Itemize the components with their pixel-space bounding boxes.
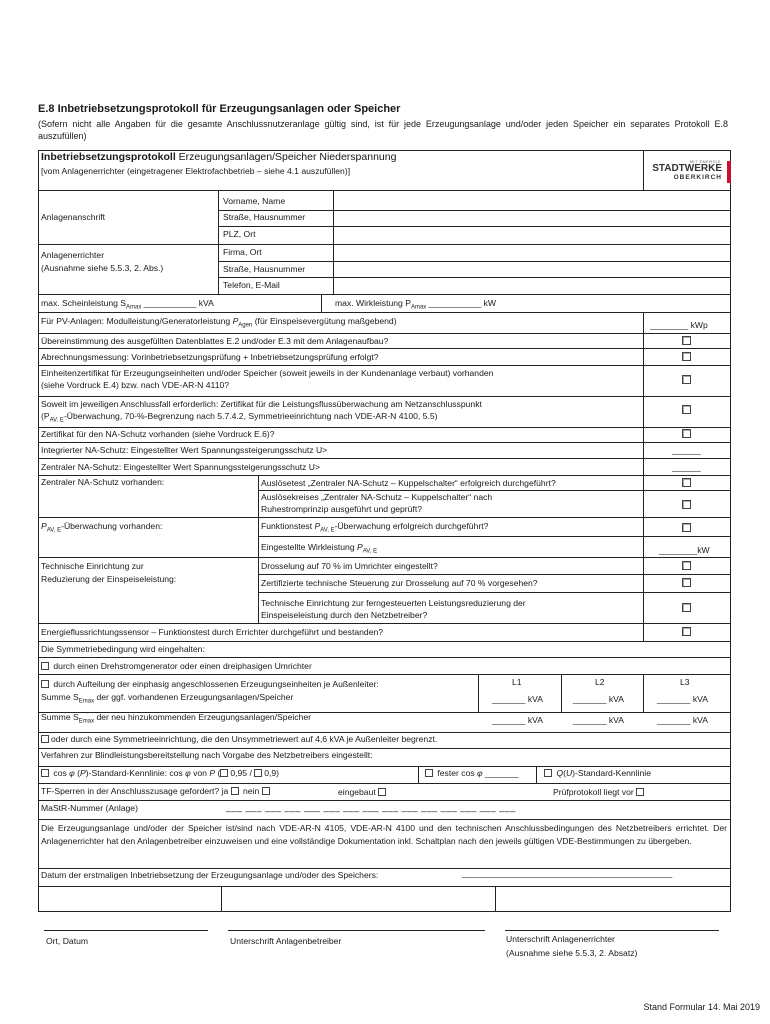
ort-datum-field[interactable] — [44, 890, 208, 930]
summe-vorhanden-l3[interactable]: _______ kVA — [657, 694, 708, 704]
field-name-label: Vorname, Name — [223, 196, 286, 206]
symmetrie-opt2-checkbox[interactable] — [41, 680, 49, 688]
summe-neu-l1[interactable]: _______ kVA — [492, 715, 543, 725]
field-telefon-label: Telefon, E-Mail — [223, 280, 280, 290]
input-strasse[interactable] — [334, 211, 730, 226]
phase-l3: L3 — [680, 677, 690, 687]
ausloesetest-checkbox[interactable] — [682, 478, 691, 487]
mastr-label: MaStR-Nummer (Anlage) — [41, 803, 138, 813]
fernsteuerung-label: Technische Einrichtung zur ferngesteuerten Leistungsreduzierung der — [261, 598, 526, 608]
summe-neu-l3[interactable]: _______ kVA — [657, 715, 708, 725]
field-firma-label: Firma, Ort — [223, 247, 262, 257]
cos-phi-p-checkbox[interactable] — [41, 769, 49, 777]
cos-phi-p-option[interactable]: cos φ (P)-Standard-Kennlinie: cos φ von P ( 0,95 / 0,9) — [41, 768, 279, 779]
check-abrechnung-label: Abrechnungsmessung: Vorinbetriebsetzungsprüfung + Inbetriebsetzungsprüfung erfolgt? — [41, 352, 379, 362]
check-datenblatt-checkbox[interactable] — [682, 336, 691, 345]
ausloesekreis-label: Auslösekreises „Zentraler NA-Schutz – Kuppelschalter“ nach — [261, 492, 493, 502]
unterschrift-betreiber-label: Unterschrift Anlagenbetreiber — [230, 936, 342, 946]
drosselung-umrichter-label: Drosselung auf 70 % im Umrichter eingestellt? — [261, 561, 438, 571]
input-strasse2[interactable] — [334, 262, 730, 277]
pruefprotokoll-checkbox[interactable] — [636, 788, 644, 796]
check-einheitenzertifikat-label: Einheitenzertifikat für Erzeugungseinheiten und/oder Speicher (soweit jeweils in der Kundenanlage verbaut) vorhanden — [41, 368, 494, 378]
form-heading-subline: [vom Anlagenerrichter (eingetragener Elektrofachbetrieb – siehe 4.1 auszufüllen)] — [41, 166, 351, 176]
unterschrift-betreiber-field[interactable] — [228, 890, 485, 930]
check-na-schutz-label: Zertifikat für den NA-Schutz vorhanden (siehe Vordruck E.6)? — [41, 429, 275, 439]
fester-cos-option[interactable]: fester cos φ _______ — [425, 768, 519, 779]
summe-vorhanden-l2[interactable]: _______ kVA — [573, 694, 624, 704]
check-leistungsfluss-checkbox[interactable] — [682, 405, 691, 414]
unterschrift-errichter-label: Unterschrift Anlagenerrichter — [506, 934, 615, 944]
unterschrift-errichter-field[interactable] — [505, 890, 719, 930]
check-datenblatt-label: Übereinstimmung des ausgefüllten Datenblattes E.2 und/oder E.3 mit dem Anlagenaufbau? — [41, 336, 389, 346]
input-telefon[interactable] — [334, 278, 730, 294]
phase-l1: L1 — [512, 677, 522, 687]
ausloesekreis-label2: Ruhestromprinzip ausgeführt und geprüft? — [261, 504, 422, 514]
fernsteuerung-label2: Einspeiseleistung durch den Netzbetreiber? — [261, 610, 428, 620]
check-einheitenzertifikat-label2: (siehe Vordruck E.4) bzw. nach VDE-AR-N 4110? — [41, 380, 230, 390]
mastr-input[interactable]: ___ ___ ___ ___ ___ ___ ___ ___ ___ ___ ___ ___ ___ ___ ___ — [226, 802, 516, 812]
input-firma[interactable] — [334, 245, 730, 261]
check-na-schutz-checkbox[interactable] — [682, 429, 691, 438]
pv-value[interactable]: ________ kWp — [650, 320, 708, 330]
cos-095-checkbox[interactable] — [220, 769, 228, 777]
pv-label: Für PV-Anlagen: Modulleistung/Generatorleistung $P_{Agen}$ (für Einspeisevergütung maßgebend) — [41, 316, 397, 329]
scheinleistung-label: max. Scheinleistung $S_{Amax}$ ___________ kVA — [41, 298, 214, 311]
cos-09-checkbox[interactable] — [254, 769, 262, 777]
errichtung-statement: Die Erzeugungsanlage und/oder der Speicher ist/sind nach VDE-AR-N 4105, VDE-AR-N 4100 und den technischen Anschlussbedingungen des Netzbetreibers errichtet. Der Anlagenerrichter hat den Anlagenbetreiber einzuweisen und eine vollständige Dokumentation inkl. Schaltplan nach den jeweils gültigen VDE-Bestimmungen zu übergeben. — [41, 823, 727, 846]
ort-datum-label: Ort, Datum — [46, 936, 89, 946]
summe-vorhanden-label: Summe $S_{Emax}$ der ggf. vorhandenen Erzeugungsanlagen/Speicher — [41, 692, 294, 705]
qu-kennlinie-option[interactable]: Q(U)-Standard-Kennlinie — [544, 768, 651, 779]
drosselung-umrichter-checkbox[interactable] — [682, 561, 691, 570]
document-title: E.8 Inbetriebsetzungsprotokoll für Erzeugungsanlagen oder Speicher — [38, 103, 401, 115]
check-abrechnung-checkbox[interactable] — [682, 352, 691, 361]
technische-einrichtung-label: Technische Einrichtung zur — [41, 561, 144, 571]
symmetrie-opt1-checkbox[interactable] — [41, 662, 49, 670]
anlagenerrichter-label: Anlagenerrichter — [41, 250, 105, 260]
energiefluss-checkbox[interactable] — [682, 627, 691, 636]
energiefluss-label: Energieflussrichtungssensor – Funktionstest durch Errichter durchgeführt und bestanden? — [41, 627, 384, 637]
input-plz[interactable] — [334, 227, 730, 243]
anlagenanschrift-label: Anlagenanschrift — [41, 212, 106, 222]
summe-neu-label: Summe $S_{Emax}$ der neu hinzukommenden Erzeugungsanlagen/Speicher — [41, 712, 311, 725]
inbetriebsetzung-datum-label: Datum der erstmaligen Inbetriebsetzung der Erzeugungsanlage und/oder des Speichers: — [41, 870, 379, 880]
symmetrie-opt2[interactable]: durch Aufteilung der einphasig angeschlossenen Erzeugungseinheiten je Außenleiter: — [41, 679, 379, 690]
form-version-footer: Stand Formular 14. Mai 2019 — [643, 1002, 760, 1012]
symmetrie-heading: Die Symmetriebedingung wird eingehalten: — [41, 644, 205, 654]
logo-city: OBERKIRCH — [673, 174, 722, 181]
check-leistungsfluss-label2: ($P_{AV, E}$-Überwachung, 70-%-Begrenzung nach 5.7.4.2, Symmetrieeinrichtung nach VDE-AR-N 4100, 5.5) — [41, 411, 438, 424]
summe-vorhanden-l1[interactable]: _______ kVA — [492, 694, 543, 704]
zentraler-na-vorhanden-label: Zentraler NA-Schutz vorhanden: — [41, 477, 165, 487]
document-subtitle: (Sofern nicht alle Angaben für die gesamte Anschlussnutzeranlage gültig sind, ist für jede Erzeugungsanlage und/oder jeden Speicher ein separates Protokoll E.8 auszufüllen) — [38, 119, 728, 141]
check-leistungsfluss-label: Soweit im jeweiligen Anschlussfall erforderlich: Zertifikat für die Leistungsflussüberwachung am Netzanschlusspunkt — [41, 399, 482, 409]
logo-tagline: MIT ENERGIE — [689, 159, 721, 164]
wirkleistung-label: max. Wirkleistung $P_{Amax}$ ___________ kW — [335, 298, 497, 311]
zentraler-na-label: Zentraler NA-Schutz: Eingestellter Wert Spannungssteigerungsschutz U> — [41, 462, 321, 472]
tf-nein-checkbox[interactable] — [262, 787, 270, 795]
fernsteuerung-checkbox[interactable] — [682, 603, 691, 612]
fester-cos-checkbox[interactable] — [425, 769, 433, 777]
pav-wirkleistung-value[interactable]: ________kW — [659, 545, 710, 555]
symmetrie-opt3-checkbox[interactable] — [41, 735, 49, 743]
drosselung-steuerung-label: Zertifizierte technische Steuerung zur Drosselung auf 70 % vorgesehen? — [261, 578, 538, 588]
anlagenerrichter-note: (Ausnahme siehe 5.5.3, 2. Abs.) — [41, 263, 164, 273]
pav-funktionstest-checkbox[interactable] — [682, 523, 691, 532]
form-heading: Inbetriebsetzungsprotokoll Erzeugungsanlagen/Speicher Niederspannung — [41, 151, 397, 163]
pav-funktionstest-label: Funktionstest $P_{AV, E}$-Überwachung erfolgreich durchgeführt? — [261, 521, 489, 534]
tf-ja-checkbox[interactable] — [231, 787, 239, 795]
logo-name: STADTWERKE — [652, 163, 722, 174]
symmetrie-opt3[interactable]: oder durch eine Symmetrieeinrichtung, die den Unsymmetriewert auf 4,6 kVA je Außenleiter begrenzt. — [41, 734, 437, 745]
blindleistung-heading: Verfahren zur Blindleistungsbereitstellung nach Vorgabe des Netzbetreibers eingestellt: — [41, 750, 373, 760]
integrierter-na-label: Integrierter NA-Schutz: Eingestellter Wert Spannungssteigerungsschutz U> — [41, 445, 328, 455]
drosselung-steuerung-checkbox[interactable] — [682, 578, 691, 587]
unterschrift-errichter-note: (Ausnahme siehe 5.5.3, 2. Absatz) — [506, 948, 638, 958]
stadtwerke-logo — [645, 159, 731, 185]
field-strasse-label: Straße, Hausnummer — [223, 212, 306, 222]
summe-neu-l2[interactable]: _______ kVA — [573, 715, 624, 725]
pav-wirkleistung-label: Eingestellte Wirkleistung $P_{AV, E}$ — [261, 542, 378, 555]
pruefprotokoll-label: Prüfprotokoll liegt vor — [553, 787, 646, 798]
qu-kennlinie-checkbox[interactable] — [544, 769, 552, 777]
ausloesekreis-checkbox[interactable] — [682, 500, 691, 509]
tf-eingebaut-label: eingebaut — [338, 787, 388, 798]
phase-l2: L2 — [595, 677, 605, 687]
integrierter-na-value[interactable]: ______ — [672, 445, 701, 455]
input-name[interactable] — [334, 191, 730, 209]
inbetriebsetzung-datum-input[interactable]: ____________________________________________ — [462, 868, 673, 878]
zentraler-na-value[interactable]: ______ — [672, 462, 701, 472]
pav-label: $P_{AV, E}$-Überwachung vorhanden: — [41, 521, 163, 534]
logo-bar — [727, 161, 731, 183]
tf-sperren-label: TF-Sperren in der Anschlusszusage gefordert? ja nein — [41, 786, 272, 797]
ausloesetest-label: Auslösetest „Zentraler NA-Schutz – Kuppelschalter“ erfolgreich durchgeführt? — [261, 478, 556, 488]
symmetrie-opt1[interactable]: durch einen Drehstromgenerator oder einen dreiphasigen Umrichter — [41, 661, 312, 672]
technische-einrichtung-label2: Reduzierung der Einspeiseleistung: — [41, 574, 177, 584]
check-einheitenzertifikat-checkbox[interactable] — [682, 375, 691, 384]
tf-eingebaut-checkbox[interactable] — [378, 788, 386, 796]
field-plz-label: PLZ, Ort — [223, 229, 256, 239]
field-strasse2-label: Straße, Hausnummer — [223, 264, 306, 274]
